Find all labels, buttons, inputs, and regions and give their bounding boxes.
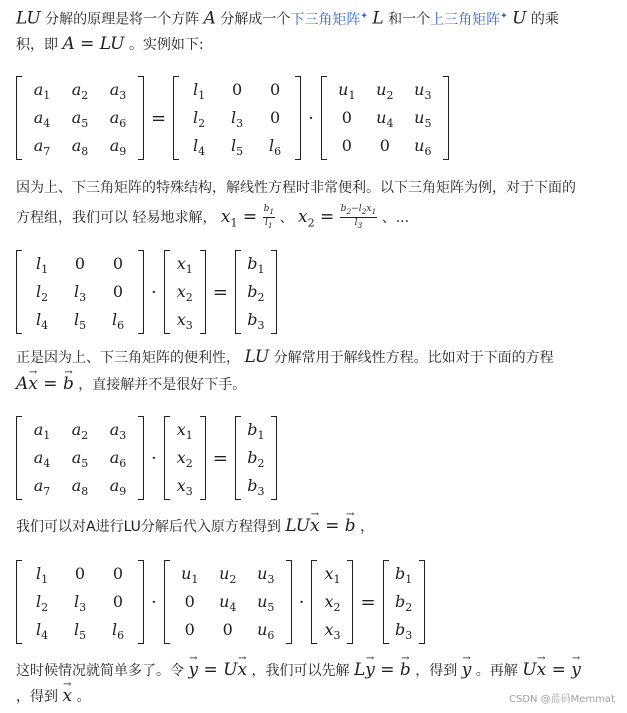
intro-text-5: 积，即 [16, 37, 58, 53]
math-ly-eq-b: L→ y = → b [354, 660, 411, 680]
math-a: A [203, 8, 216, 29]
link-upper-triangular[interactable]: 上三角矩阵✦ [430, 11, 508, 28]
matrix-u: $u_1$ $u_2$ $u_3$ 0 $u_4$ $u_5$ 0 0 $u_6$ [321, 76, 449, 160]
csdn-watermark: CSDN @蓝码Memmat [508, 694, 615, 705]
math-lu: LU [16, 8, 41, 29]
math-x2-solution: $x_2$ = $\frac{b_2-l_2x_1}{l_3}$ [298, 204, 377, 230]
equation-lux-b [14, 560, 427, 644]
equation-ax-b [14, 416, 279, 500]
math-l: L [372, 8, 384, 29]
math-x1-solution: $x_1$ = $\frac{b_1}{l_1}$ [220, 204, 275, 230]
convenience-text-3: ，直接解并不是很好下手。 [78, 377, 247, 393]
vector-x-3: $x_1$ $x_2$ $x_3$ [311, 560, 353, 644]
equals-sign: = [212, 281, 228, 303]
triangular-text-2: 方程组，我们可以 轻易地求解， [16, 209, 217, 226]
paragraph-substitution [16, 516, 374, 537]
conclusion-text-3: ，得到 [415, 663, 458, 679]
intro-text-1: 分解的原理是将一个方阵 [45, 11, 200, 28]
equals-sign: = [212, 447, 228, 469]
conclusion-text-4: 。再解 [475, 663, 518, 679]
equals-sign: = [360, 591, 376, 613]
intro-text-3: 和一个 [388, 11, 431, 28]
paragraph-conclusion-line2 [16, 686, 91, 707]
dot-operator: · [151, 281, 157, 303]
paragraph-intro-line2 [16, 34, 204, 55]
math-lux-eq-b: LU→ x = → b [285, 516, 355, 536]
dot-operator: · [298, 591, 305, 613]
paragraph-intro-line1 [16, 6, 559, 30]
intro-text-2: 分解成一个 [220, 11, 291, 28]
ellipsis-text: 、... [381, 209, 410, 226]
equation-lu-decomposition [14, 76, 451, 160]
vector-x: $x_1$ $x_2$ $x_3$ [164, 250, 206, 334]
math-ux-eq-y: U→ x = → y [522, 660, 581, 680]
intro-text-6: 。实例如下: [128, 37, 204, 53]
vector-b: $b_1$ $b_2$ $b_3$ [235, 250, 277, 334]
substitution-end: ， [360, 519, 375, 535]
convenience-text-1: 正是因为上、下三角矩阵的便利性， [16, 350, 240, 366]
equation-lower-system [14, 250, 279, 334]
matrix-l-2: $l_1$ 0 0 $l_2$ $l_3$ 0 $l_4$ $l_5$ $l_6$ [16, 250, 144, 334]
conclusion-text-6: 。 [76, 689, 91, 705]
math-y: → y [462, 660, 472, 680]
conclusion-text-2: ，我们可以先解 [251, 663, 350, 679]
paragraph-convenience-line1 [16, 347, 554, 368]
math-lu: LU [244, 347, 270, 367]
separator-text: 、 [279, 209, 294, 226]
paragraph-triangular-line2 [16, 204, 409, 233]
matrix-a-2: $a_1$ $a_2$ $a_3$ $a_4$ $a_5$ $a_6$ $a_7$ $a_8$ $a_9$ [16, 416, 144, 500]
math-a-eq-lu: A = LU [62, 34, 125, 54]
vector-x-2: $x_1$ $x_2$ $x_3$ [164, 416, 206, 500]
paragraph-conclusion-line1 [16, 660, 581, 681]
dot-operator: · [151, 447, 157, 469]
dot-operator: · [308, 107, 314, 129]
matrix-l: $l_1$ 0 0 $l_2$ $l_3$ 0 $l_4$ $l_5$ $l_6$ [173, 76, 301, 160]
vector-b-2: $b_1$ $b_2$ $b_3$ [235, 416, 277, 500]
intro-text-4: 的乘 [530, 11, 559, 28]
convenience-text-2: 分解常用于解线性方程。比如对于下面的方程 [273, 350, 554, 366]
matrix-l-3: $l_1$ 0 0 $l_2$ $l_3$ 0 $l_4$ $l_5$ $l_6$ [16, 560, 144, 644]
equals-sign: = [151, 107, 167, 129]
paragraph-triangular-line1: 因为上、下三角矩阵的特殊结构，解线性方程时非常便利。以下三角矩阵为例，对于下面的 [16, 180, 576, 196]
substitution-text: 我们可以对A进行LU分解后代入原方程得到 [16, 519, 281, 535]
paragraph-convenience-line2 [16, 374, 246, 395]
conclusion-text-1: 这时候情况就简单多了。令 [16, 663, 184, 679]
matrix-a: $a_1$ $a_2$ $a_3$ $a_4$ $a_5$ $a_6$ $a_7$ $a_8$ $a_9$ [16, 76, 144, 160]
conclusion-text-5: ，得到 [16, 689, 58, 705]
link-lower-triangular[interactable]: 下三角矩阵✦ [290, 11, 368, 28]
math-u: U [512, 8, 527, 29]
math-ax-eq-b: A→ x = → b [16, 374, 74, 394]
math-y-eq-ux: → y = U→ x [188, 660, 247, 680]
dot-operator: · [151, 591, 157, 613]
vector-b-3: $b_1$ $b_2$ $b_3$ [383, 560, 425, 644]
math-x: → x [62, 686, 72, 706]
matrix-u-2: $u_1$ $u_2$ $u_3$ 0 $u_4$ $u_5$ 0 0 $u_6$ [164, 560, 292, 644]
